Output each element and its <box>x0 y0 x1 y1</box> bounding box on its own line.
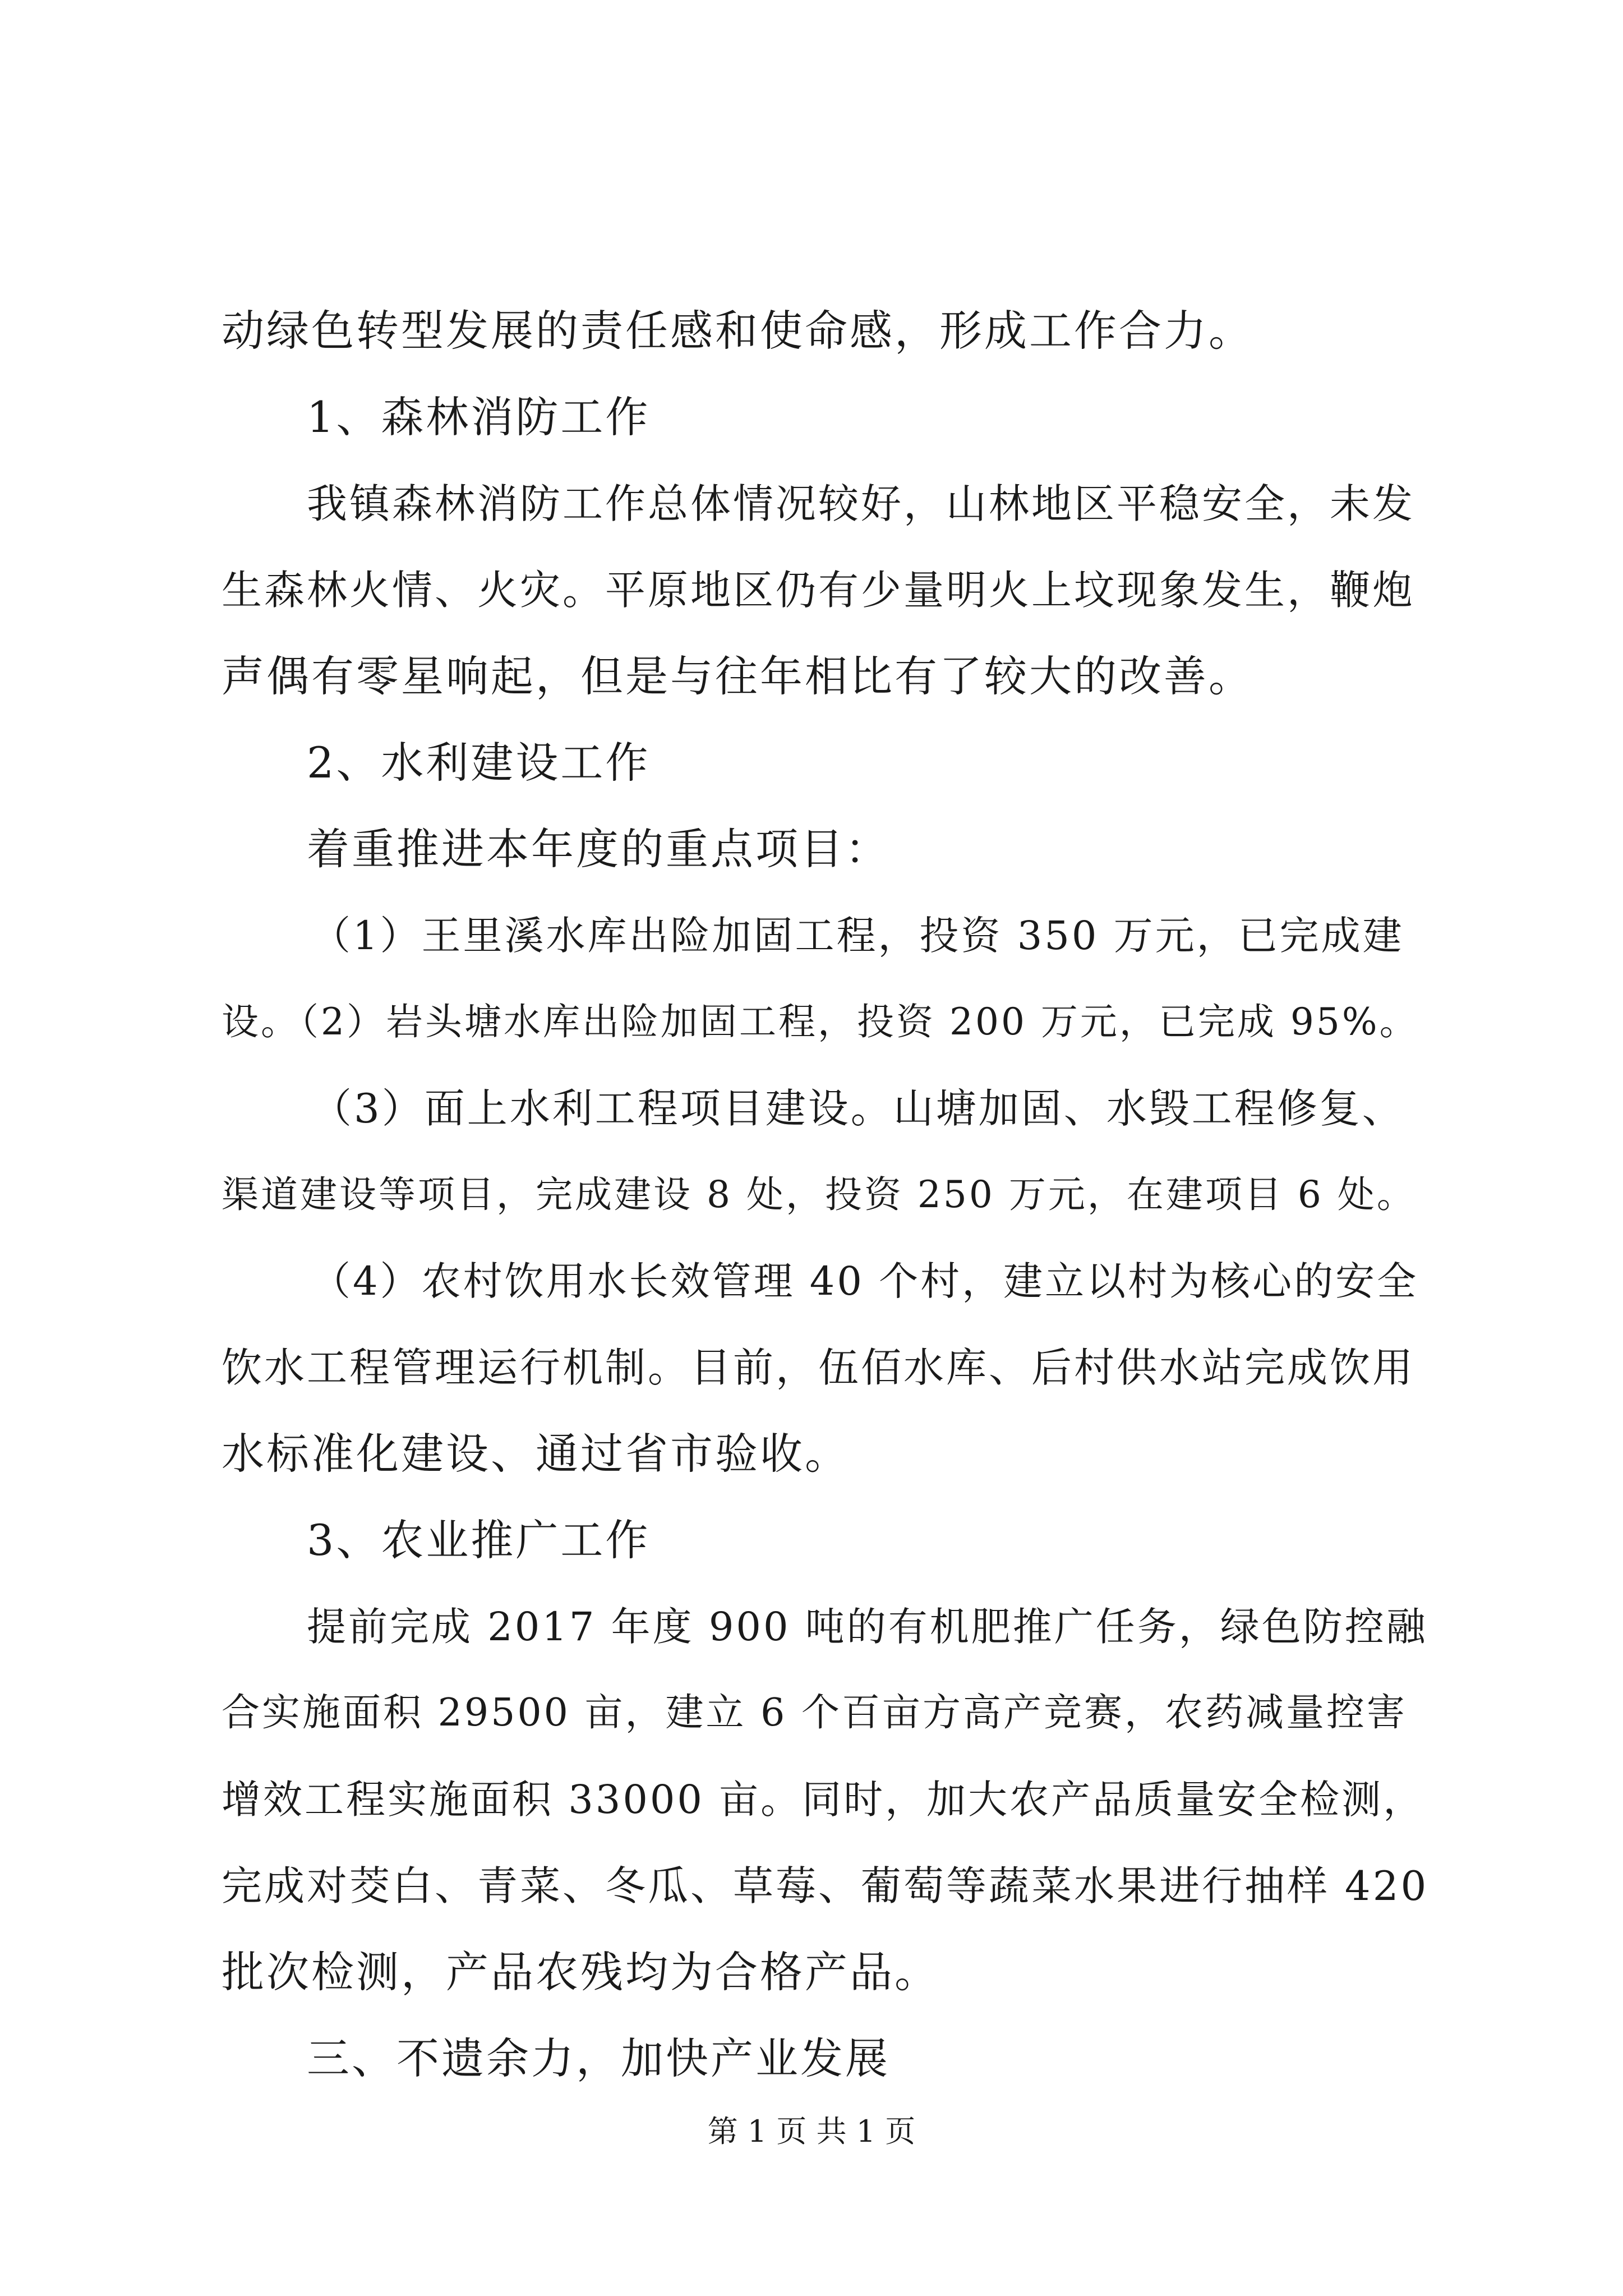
text-line: 完成对茭白、青菜、冬瓜、草莓、葡萄等蔬菜水果进行抽样 420 <box>222 1862 1429 1910</box>
text-line: 我镇森林消防工作总体情况较好，山林地区平稳安全，未发 <box>307 480 1415 527</box>
text-line: 生森林火情、火灾。平原地区仍有少量明火上坟现象发生，鞭炮 <box>222 567 1415 614</box>
section-heading: 1、森林消防工作 <box>307 392 651 442</box>
text-line: 增效工程实施面积 33000 亩。同时，加大农产品质量安全检测， <box>222 1777 1425 1823</box>
text-line: （1）王里溪水库出险加固工程，投资 350 万元，已完成建 <box>311 913 1404 959</box>
text-line: 批次检测，产品农残均为合格产品。 <box>222 1947 939 1997</box>
text-line: 提前完成 2017 年度 900 吨的有机肥推广任务，绿色防控融 <box>307 1604 1428 1650</box>
text-line: 设。（2）岩头塘水库出险加固工程，投资 200 万元，已完成 95%。 <box>222 1000 1419 1043</box>
text-line: 饮水工程管理运行机制。目前，伍佰水库、后村供水站完成饮用 <box>222 1344 1415 1391</box>
text-line: 着重推进本年度的重点项目： <box>307 824 890 874</box>
page-footer: 第 1 页 共 1 页 <box>707 2114 916 2149</box>
text-line: （3）面上水利工程项目建设。山塘加固、水毁工程修复、 <box>311 1085 1405 1132</box>
section-heading: 三、不遗余力，加快产业发展 <box>307 2033 890 2083</box>
section-heading: 3、农业推广工作 <box>307 1515 651 1565</box>
text-line: 动绿色转型发展的责任感和使命感，形成工作合力。 <box>222 306 1253 356</box>
text-line: 水标准化建设、通过省市验收。 <box>222 1429 850 1479</box>
text-line: 渠道建设等项目，完成建设 8 处，投资 250 万元，在建项目 6 处。 <box>222 1173 1416 1216</box>
text-line: （4）农村饮用水长效管理 40 个村，建立以村为核心的安全 <box>311 1258 1419 1304</box>
text-line: 声偶有零星响起，但是与往年相比有了较大的改善。 <box>222 651 1253 701</box>
section-heading: 2、水利建设工作 <box>307 738 651 788</box>
text-line: 合实施面积 29500 亩，建立 6 个百亩方高产竞赛，农药减量控害 <box>222 1691 1408 1735</box>
